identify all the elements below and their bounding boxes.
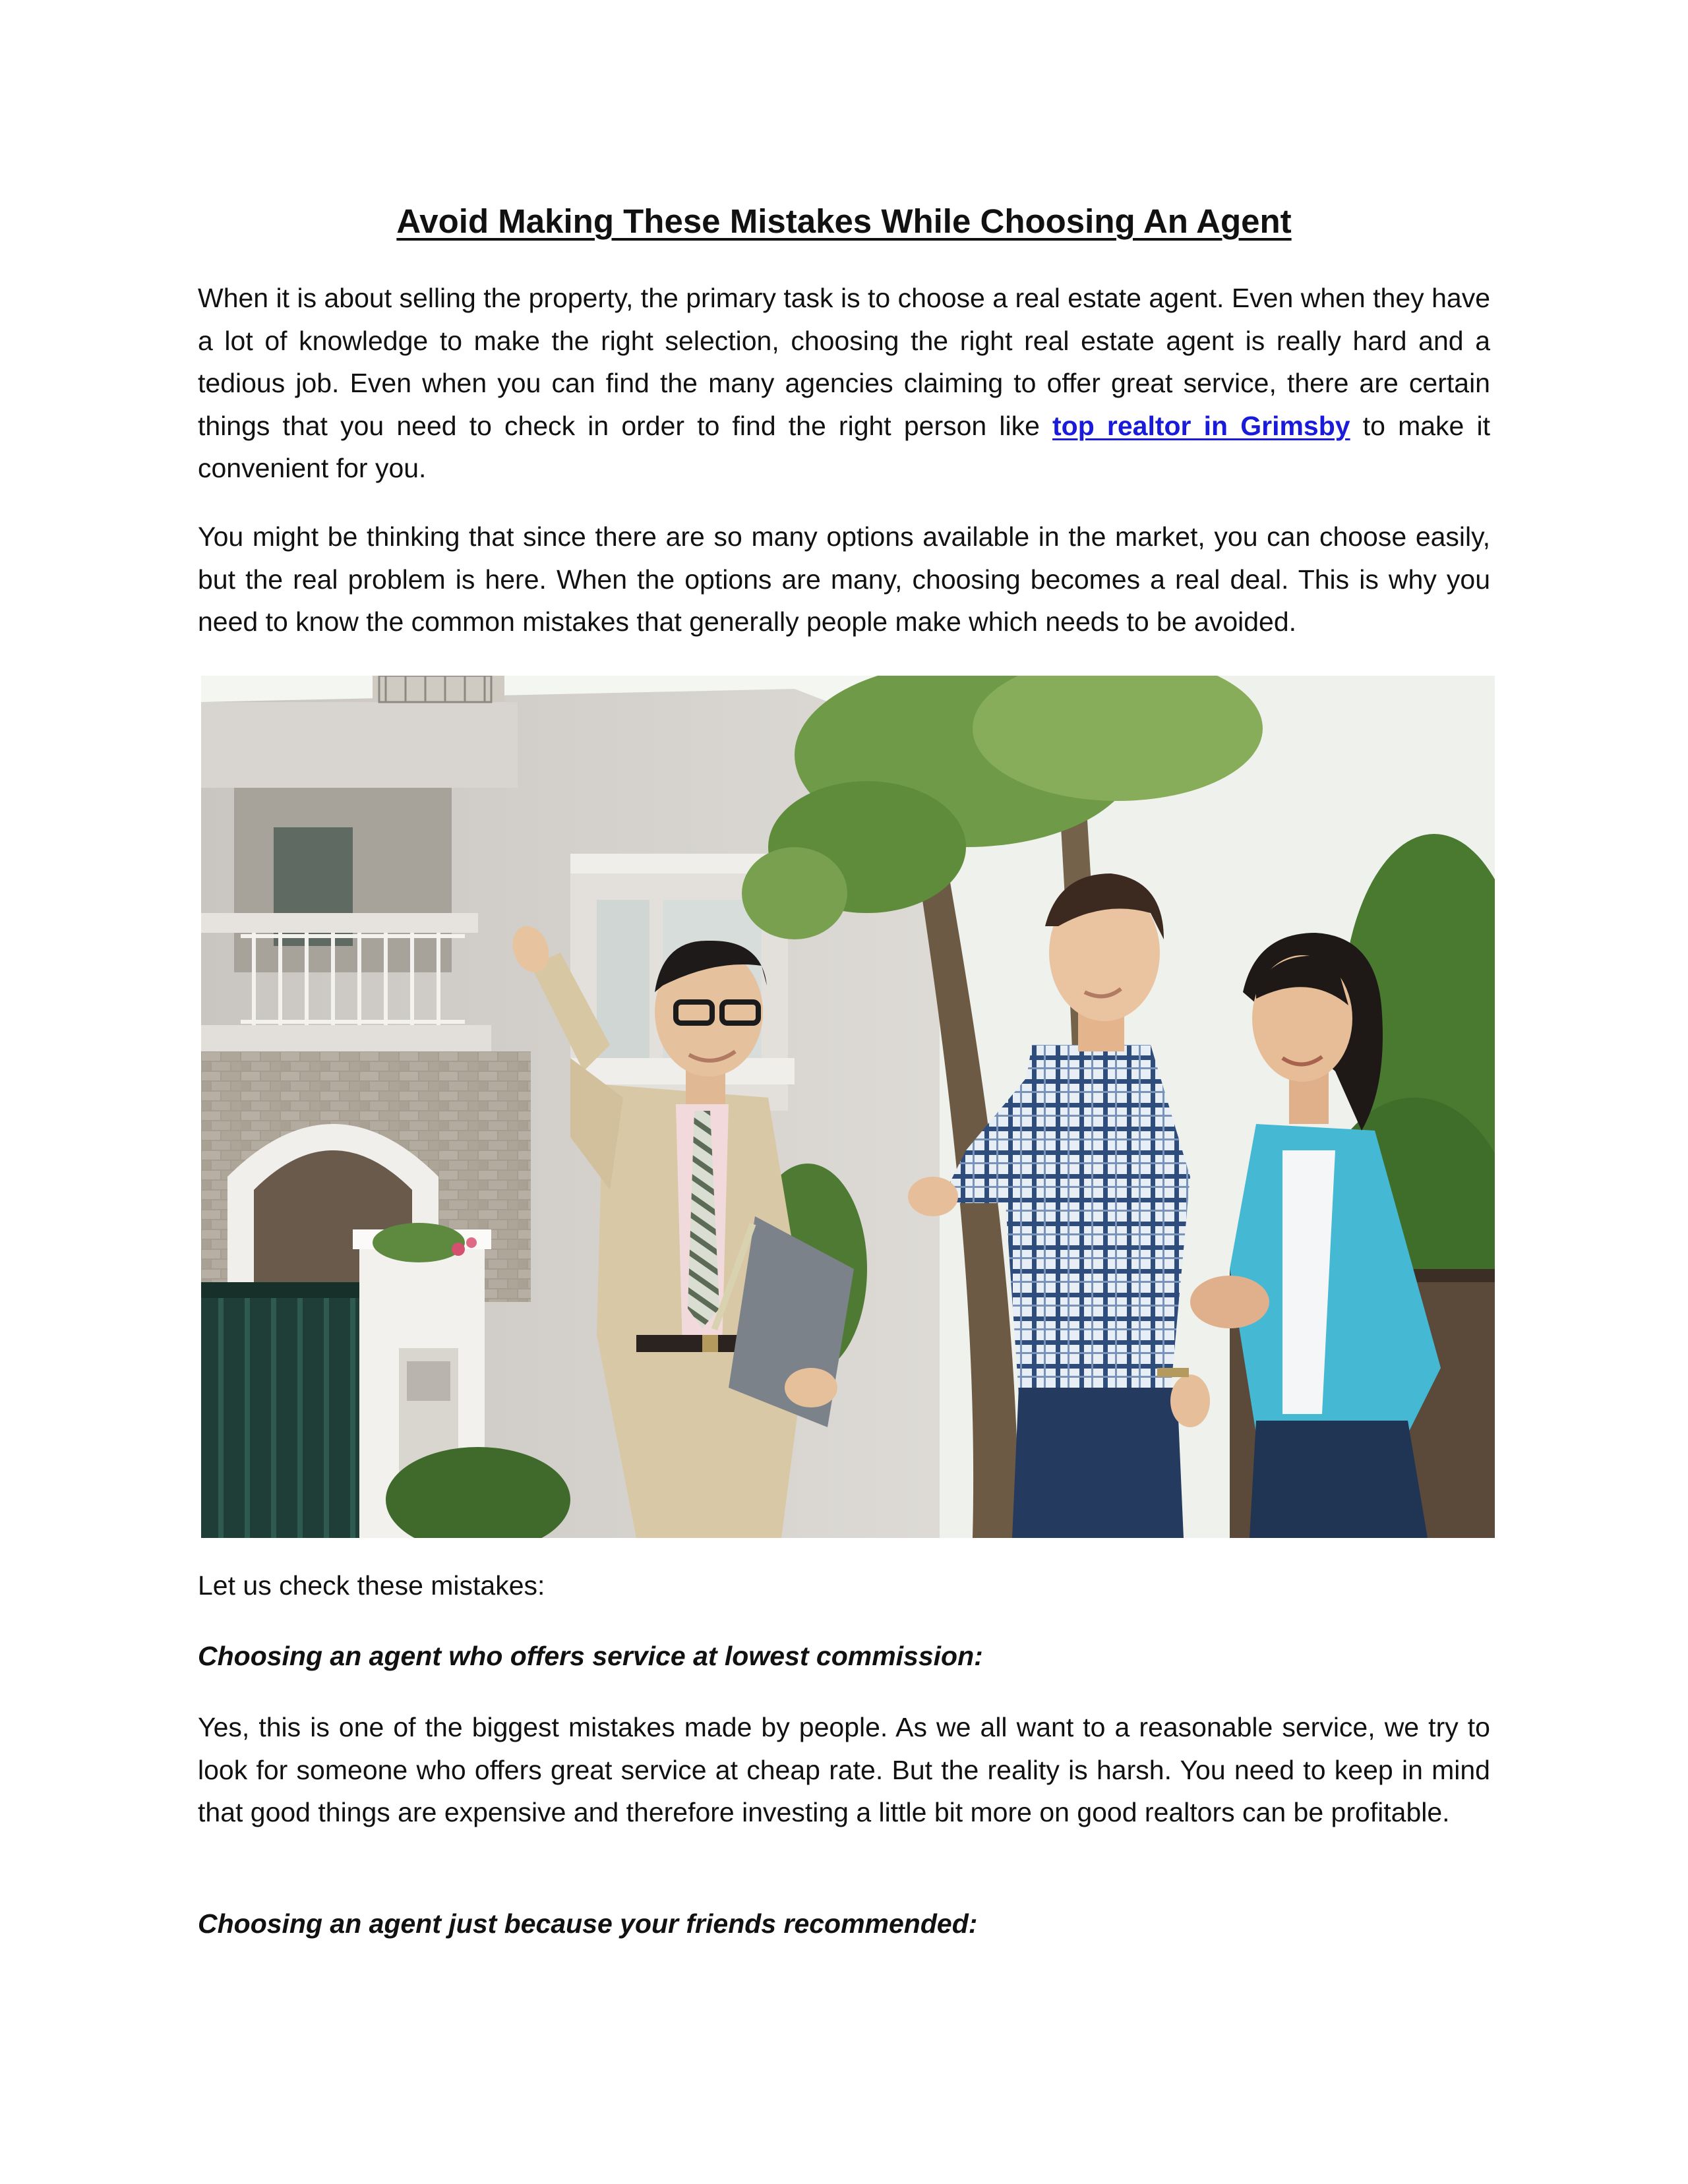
section-heading-friends-recommended: Choosing an agent just because your friends recommended:: [198, 1908, 978, 1939]
section-body-lowest-commission: Yes, this is one of the biggest mistakes made by people. As we all want to a reasonable service, we try to look for someone who offers great service at cheap rate. But the reality is harsh. You need to keep in mind that good things are expensive and therefore investing a little bit more on good realtors can be profitable.: [198, 1712, 1490, 1827]
options-paragraph: You might be thinking that since there are so many options available in the market, you can choose easily, but the real problem is here. When the options are many, choosing becomes a real deal. This is why you need to know the common mistakes that generally people make which needs to be avoided.: [198, 521, 1490, 637]
intro-text-end: to make it convenient for you.: [198, 410, 1490, 483]
section-heading-lowest-commission: Choosing an agent who offers service at lowest commission:: [198, 1641, 983, 1671]
mistakes-lead-in: Let us check these mistakes:: [198, 1570, 545, 1601]
document-title: Avoid Making These Mistakes While Choosing An Agent: [396, 202, 1292, 240]
intro-paragraph: [198, 277, 1490, 490]
intro-text-start: When it is about selling the property, the primary task is to choose a real estate agent. Even when they have a lot of knowledge to make the right selection, choosing the right real estate agent is really hard and a tedious job. Even when you can find the many agencies claiming to offer great service, there are certain things that you need to check in order to find the right person like: [198, 283, 1490, 441]
agent-with-couple-photo: [201, 676, 1495, 1538]
top-realtor-link[interactable]: top realtor in Grimsby: [1052, 410, 1350, 441]
